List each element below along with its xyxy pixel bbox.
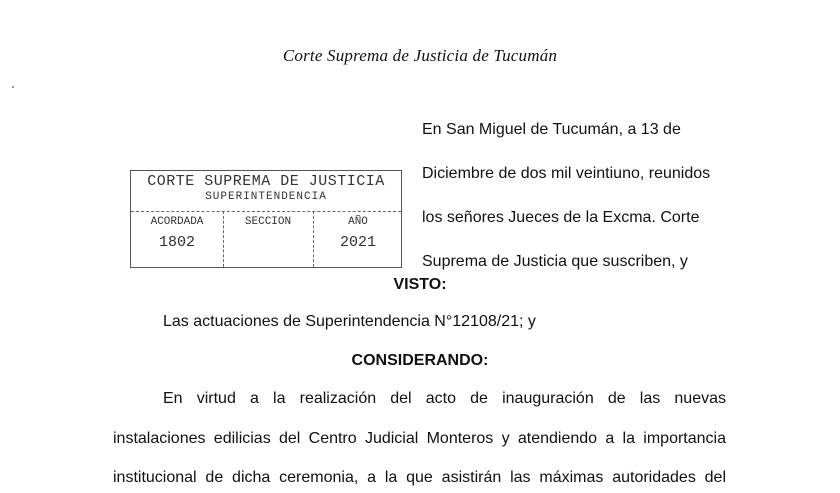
stamp-subtitle: SUPERINTENDENCIA [205, 191, 327, 203]
intro-line: Diciembre de dos mil veintiuno, reunidos [422, 165, 711, 182]
scan-speck [12, 86, 14, 88]
body-line: instalaciones edilicias del Centro Judicial Monteros y atendiendo a la importancia [113, 430, 726, 447]
stamp-value-acordada: 1802 [158, 234, 195, 251]
considerando-heading: CONSIDERANDO: [351, 352, 489, 369]
stamp-title: CORTE SUPREMA DE JUSTICIA [147, 173, 385, 190]
intro-line: los señores Jueces de la Excma. Corte [422, 209, 700, 226]
body-line: institucional de dicha ceremonia, a la que asistirán las máximas autoridades del [113, 469, 726, 486]
intro-line: Suprema de Justicia que suscriben, y [422, 253, 688, 270]
stamp-value-ano: 2021 [339, 234, 376, 251]
stamp-label-ano: AÑO [348, 216, 368, 228]
court-letterhead: Corte Suprema de Justicia de Tucumán [282, 46, 558, 65]
stamp-label-acordada: ACORDADA [150, 216, 204, 228]
visto-text: Las actuaciones de Superintendencia N°12108/21; y [163, 313, 536, 330]
intro-paragraph [422, 116, 732, 292]
intro-line: En San Miguel de Tucumán, a 13 de [422, 121, 681, 138]
acordada-stamp [130, 170, 402, 268]
stamp-label-seccion: SECCION [244, 216, 292, 228]
body-line: En virtud a la realización del acto de inauguración de las nuevas [163, 390, 726, 407]
stamp-divider [131, 211, 401, 212]
visto-heading: VISTO: [393, 276, 447, 293]
